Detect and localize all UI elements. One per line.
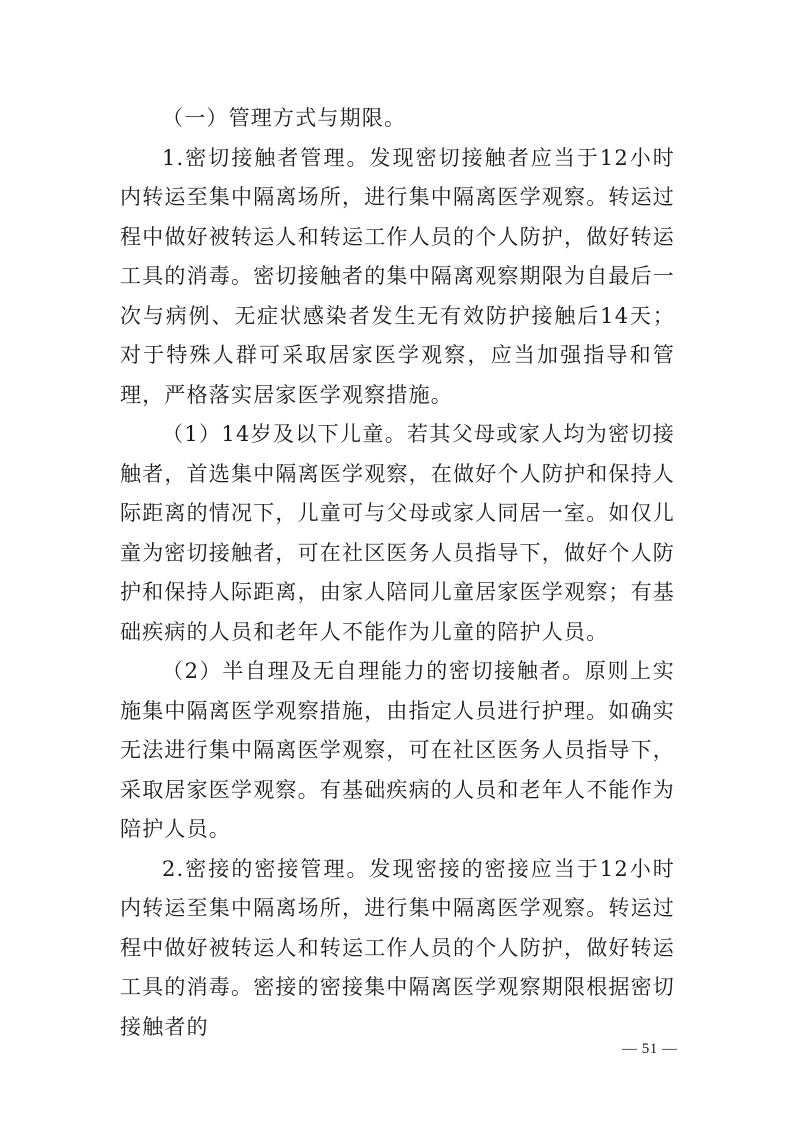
paragraph-semi-dependent-contacts: （2）半自理及无自理能力的密切接触者。原则上实施集中隔离医学观察措施，由指定人员进行护理。如确实无法进行集中隔离医学观察，可在社区医务人员指导下，采取居家医学观察。有基础疾病的人员和老年人不能作为陪护人员。 (120, 659, 675, 841)
page-number: — 51 — (622, 1041, 678, 1057)
document-body (120, 99, 675, 1047)
paragraph-close-contact-management: 1.密切接触者管理。发现密切接触者应当于12小时内转运至集中隔离场所，进行集中隔离医学观察。转运过程中做好被转运人和转运工作人员的个人防护，做好转运工具的消毒。密切接触者的集中隔离观察期限为自最后一次与病例、无症状感染者发生无有效防护接触后14天；对于特殊人群可采取居家医学观察，应当加强指导和管理，严格落实居家医学观察措施。 (120, 145, 675, 407)
paragraph-children-under-14: （1）14岁及以下儿童。若其父母或家人均为密切接触者，首选集中隔离医学观察，在做好个人防护和保持人际距离的情况下，儿童可与父母或家人同居一室。如仅儿童为密切接触者，可在社区医务人员指导下，做好个人防护和保持人际距离，由家人陪同儿童居家医学观察；有基础疾病的人员和老年人不能作为儿童的陪护人员。 (120, 422, 675, 644)
section-heading: （一）管理方式与期限。 (162, 106, 407, 130)
paragraph-secondary-contact-management: 2.密接的密接管理。发现密接的密接应当于12小时内转运至集中隔离场所，进行集中隔离医学观察。转运过程中做好被转运人和转运工作人员的个人防护，做好转运工具的消毒。密接的密接集中隔离医学观察期限根据密切接触者的 (120, 856, 675, 1039)
